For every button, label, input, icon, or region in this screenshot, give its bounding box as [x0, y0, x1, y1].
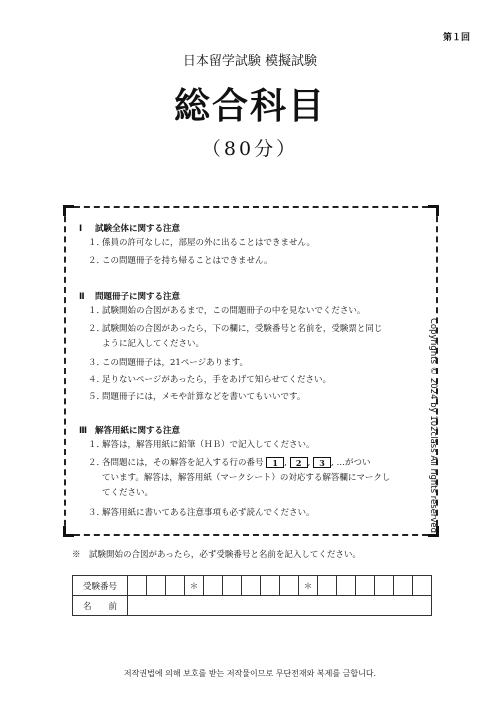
box-corner	[63, 205, 74, 216]
list-item: ３．解答用紙に書いてある注意事項も必ず読んでください。	[88, 508, 315, 518]
exam-number-label: 受験番号	[73, 576, 128, 596]
list-item: １．係員の許可なしに，部屋の外に出ることはできません。	[88, 238, 316, 248]
section-title-answer-sheet: Ⅲ 解答用紙に関する注意	[79, 426, 181, 436]
exam-number-row	[73, 576, 432, 596]
section-title-general: Ⅰ 試験全体に関する注意	[79, 224, 181, 234]
box-corner	[428, 205, 439, 216]
exam-number-cell[interactable]	[318, 576, 337, 596]
subject-title: 総合科目	[173, 85, 326, 127]
exam-number-cell[interactable]	[166, 576, 185, 596]
answer-row-box: 3	[313, 457, 331, 468]
exam-number-cell[interactable]	[375, 576, 394, 596]
answer-row-box: 1	[266, 457, 284, 468]
box-corner	[63, 526, 74, 537]
list-item: １．試験開始の合図があるまで，この問題冊子の中を見ないでください。	[88, 306, 366, 316]
answer-row-box: 2	[290, 457, 308, 468]
name-field[interactable]	[128, 596, 432, 616]
exam-number-cell[interactable]	[223, 576, 242, 596]
footer-notice: 저작권법에 의해 보호를 받는 저작물이므로 무단전재와 복제를 금합니다.	[123, 669, 377, 678]
exam-number-cell[interactable]	[128, 576, 147, 596]
list-item: １．解答は，解答用紙に鉛筆（ＨＢ）で記入してください。	[88, 440, 315, 450]
list-item: ５．問題冊子には，メモや計算などを書いてもいいです。	[88, 392, 306, 402]
exam-number-cell[interactable]	[413, 576, 432, 596]
list-item: ４．足りないページがあったら，手をあげて知らせてください。	[88, 375, 331, 385]
list-item: ２．この問題冊子を持ち帰ることはできません。	[88, 256, 273, 266]
name-row	[73, 596, 432, 616]
section-title-booklet: Ⅱ 問題冊子に関する注意	[79, 292, 181, 302]
list-item: ３．この問題冊子は，21ページあります。	[88, 358, 248, 368]
instructions-box	[64, 206, 438, 536]
name-label: 名 前	[73, 596, 128, 616]
exam-number-cell[interactable]	[337, 576, 356, 596]
list-item: ２．試験開始の合図があったら，下の欄に，受験番号と名前を，受験票と同じ ように記入してください。	[88, 324, 383, 349]
exam-number-cell[interactable]	[280, 576, 299, 596]
exam-number-cell[interactable]	[261, 576, 280, 596]
exam-number-cell[interactable]: ＊	[299, 576, 318, 596]
list-item: ２．各問題には，その解答を記入する行の番号 1 , 2 , 3 , …がつい ています。解答は，解答用紙（マークシート）の対応する解答欄にマークし てください。	[88, 458, 391, 498]
duration-label: （80分）	[201, 138, 299, 160]
exam-number-cell[interactable]: ＊	[185, 576, 204, 596]
exam-number-cell[interactable]	[204, 576, 223, 596]
exam-number-cell[interactable]	[394, 576, 413, 596]
exam-number-cell[interactable]	[356, 576, 375, 596]
copyright-vertical: Copyrights © 2024 by 102class All rights reserved.	[428, 318, 438, 536]
fill-in-note: ※ 試験開始の合図があったら，必ず受験番号と名前を記入してください。	[72, 550, 361, 560]
exam-number-cell[interactable]	[242, 576, 261, 596]
exam-title: 日本留学試験 模擬試験	[182, 54, 318, 69]
exam-number-cell[interactable]	[147, 576, 166, 596]
candidate-id-table	[72, 575, 432, 616]
session-label: 第１回	[442, 33, 470, 43]
